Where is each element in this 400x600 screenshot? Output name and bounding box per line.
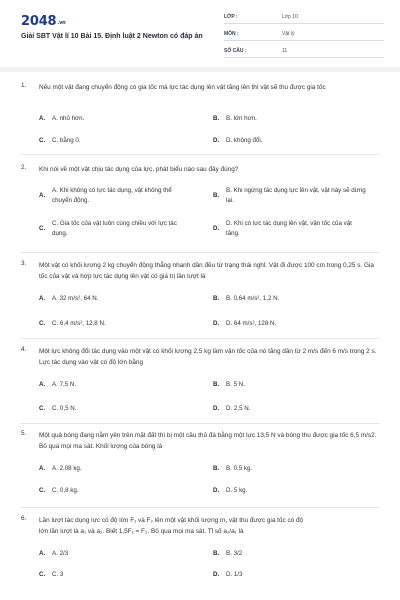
option-text: C. 0,5 N. xyxy=(52,405,77,412)
meta-table xyxy=(224,12,384,63)
option-letter: D. xyxy=(213,225,220,232)
option-letter: A. xyxy=(39,381,46,388)
question-text-line: lớn lần lượt là a₁ và a₂. Biết 1,5F₁ = F₂. Bỏ qua mọi ma sát. Tỉ số a₂/a₁ là xyxy=(39,528,244,535)
option-letter: A. xyxy=(39,295,46,302)
question-number: 6. xyxy=(21,515,27,522)
site-logo[interactable] xyxy=(21,14,66,29)
option-letter: A. xyxy=(39,550,46,557)
option-letter: C. xyxy=(39,571,46,578)
option-letter: B. xyxy=(213,115,220,122)
logo-text: 2048 xyxy=(21,14,57,29)
meta-row-count xyxy=(224,46,384,58)
logo-suffix: .vn xyxy=(57,20,66,26)
question-text: Một vật có khối lượng 2 kg chuyển động thẳng nhanh dần đều từ trạng thái nghỉ. Vật đi được 100 cm trong 0,25 s. Gia tốc của vật và hợp lực tác dụng lên vật có giá trị lần lượt là xyxy=(39,262,374,280)
option-text: C. bằng 0. xyxy=(52,137,81,144)
question-number: 5. xyxy=(21,430,27,437)
option-letter: D. xyxy=(213,320,220,327)
option-letter: D. xyxy=(213,137,220,144)
option-letter: A. xyxy=(39,465,46,472)
option-text: B. 0,5 kg. xyxy=(226,465,253,472)
option-letter: C. xyxy=(39,137,46,144)
option-letter: A. xyxy=(39,115,46,122)
option-letter: B. xyxy=(213,550,220,557)
meta-value[interactable]: Lớp 10 xyxy=(282,14,298,20)
option-text: A. nhỏ hơn. xyxy=(52,115,85,122)
option-letter: C. xyxy=(39,487,46,494)
option-letter: B. xyxy=(213,295,220,302)
question-number: 3. xyxy=(21,260,27,267)
option-text: A. Khi không có lực tác dụng, vật không thể chuyển động. xyxy=(52,187,172,204)
question-text-line: Lần lượt tác dụng lực có độ lớn F₁ và F₂ lên một vật khối lượng m, vật thu được gia tốc có độ xyxy=(39,517,304,524)
question-divider xyxy=(21,252,379,253)
option-text: D. 2,5 N. xyxy=(226,405,251,412)
meta-key: SỐ CÂU : xyxy=(224,48,247,54)
option-text: B. Khi ngừng tác dụng lực lên vật, vật này sẽ dừng lại. xyxy=(226,187,366,204)
option-letter: C. xyxy=(39,320,46,327)
question-divider xyxy=(21,338,379,339)
meta-value: 11 xyxy=(282,48,288,54)
question-number: 1. xyxy=(21,82,27,89)
option-text: A. 7,5 N. xyxy=(52,381,77,388)
question-text: Một quả bóng đang nằm yên trên mặt đất thì bị một cầu thủ đá bằng một lực 13,5 N và bóng thu được gia tốc 6,5 m/s2. Bỏ qua mọi ma sát. Khối lượng của bóng là xyxy=(39,432,377,450)
page-title: Giải SBT Vật lí 10 Bài 15. Định luật 2 Newton có đáp án xyxy=(21,33,203,40)
meta-key: MÔN : xyxy=(224,31,239,37)
option-letter: B. xyxy=(213,465,220,472)
question-text: Nếu một vật đang chuyển động có gia tốc mà lực tác dụng lên vật tăng lên thì vật sẽ thu được gia tốc xyxy=(39,84,326,91)
option-text: A. 2/3 xyxy=(52,550,69,557)
option-text: B. lớn hơn. xyxy=(226,115,257,122)
option-letter: C. xyxy=(39,405,46,412)
option-letter: B. xyxy=(213,381,220,388)
option-text: C. 0,8 kg. xyxy=(52,487,79,494)
option-text: C. 3 xyxy=(52,571,64,578)
question-divider xyxy=(21,423,379,424)
question-text: Khi nói về một vật chịu tác dụng của lực, phát biểu nào sau đây đúng? xyxy=(39,166,239,173)
meta-row-class xyxy=(224,12,384,24)
option-text: D. 64 m/s², 128 N. xyxy=(226,320,277,327)
option-text: D. không đổi. xyxy=(226,137,263,144)
question-divider xyxy=(21,507,379,508)
option-text: D. Khi có lực tác dụng lên vật, vận tốc của vật tăng. xyxy=(226,220,352,237)
option-text: D. 5 kg. xyxy=(226,487,248,494)
meta-key: LỚP : xyxy=(224,14,238,20)
option-letter: D. xyxy=(213,487,220,494)
meta-row-subject xyxy=(224,29,384,41)
question-text: Một lực không đổi tác dụng vào một vật có khối lượng 2,5 kg làm vận tốc của nó tăng dần từ 2 m/s đến 6 m/s trong 2 s. Lực tác dụng vào vật có độ lớn bằng xyxy=(39,348,377,366)
option-letter: D. xyxy=(213,571,220,578)
question-divider xyxy=(21,154,379,155)
option-text: A. 32 m/s², 64 N. xyxy=(52,295,99,302)
option-text: C. 6,4 m/s², 12,8 N. xyxy=(52,320,106,327)
option-text: A. 2,08 kg. xyxy=(52,465,82,472)
option-text: B. 0,64 m/s², 1,2 N. xyxy=(226,295,280,302)
question-number: 4. xyxy=(21,346,27,353)
option-text: B. 5 N. xyxy=(226,381,245,388)
option-letter: B. xyxy=(213,192,220,199)
option-letter: A. xyxy=(39,192,46,199)
option-text: C. Gia tốc của vật luôn cùng chiều với lực tác dụng. xyxy=(52,220,177,237)
option-text: B. 3/2 xyxy=(226,550,243,557)
question-number: 2. xyxy=(21,164,27,171)
header-separator xyxy=(0,67,400,72)
question-text xyxy=(39,515,379,537)
page-header xyxy=(0,0,400,66)
option-text: D. 1/3 xyxy=(226,571,243,578)
option-letter: C. xyxy=(39,225,46,232)
option-letter: D. xyxy=(213,405,220,412)
meta-value[interactable]: Vật lý xyxy=(282,31,295,37)
